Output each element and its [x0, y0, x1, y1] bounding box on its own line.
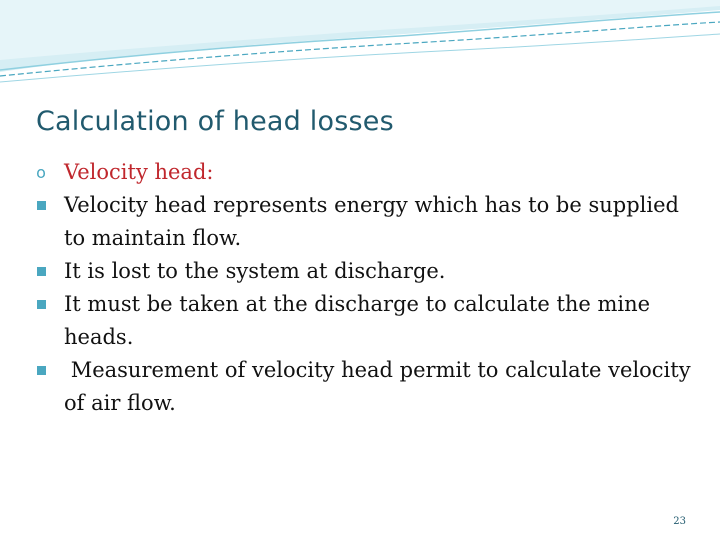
bullet-item — [18, 288, 698, 354]
bullet-text: It must be taken at the discharge to calculate the mine heads. — [64, 292, 651, 349]
heading-item — [18, 156, 698, 189]
bullet-text: Measurement of velocity head permit to calculate velocity of air flow. — [64, 358, 698, 415]
square-bullet-icon — [37, 366, 46, 375]
header-wave-decoration — [0, 0, 720, 90]
bullet-text: Velocity head represents energy which has to be supplied to maintain flow. — [64, 193, 679, 250]
bullet-item — [18, 354, 698, 420]
heading-item-text: Velocity head: — [64, 160, 214, 184]
bullet-item — [18, 255, 698, 288]
page-number: 23 — [673, 516, 686, 527]
bullet-item — [18, 189, 698, 255]
slide-content — [18, 156, 698, 420]
circle-bullet-icon: o — [36, 163, 46, 182]
bullet-text: It is lost to the system at discharge. — [64, 259, 446, 283]
square-bullet-icon — [37, 201, 46, 210]
square-bullet-icon — [37, 300, 46, 309]
slide-title: Calculation of head losses — [36, 106, 394, 137]
square-bullet-icon — [37, 267, 46, 276]
